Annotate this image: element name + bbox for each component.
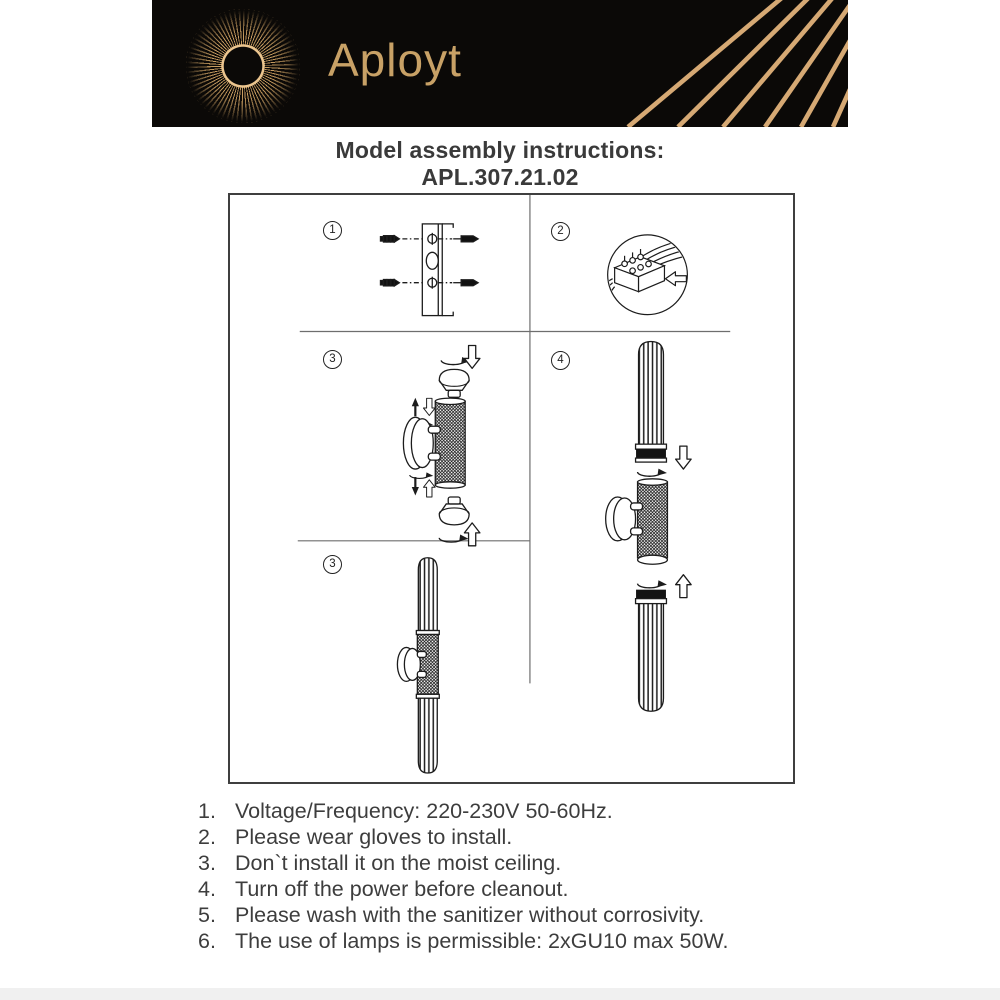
instruction-item [198, 825, 858, 851]
assembly-diagram-art [230, 195, 793, 782]
bulb-and-body-installation-diagram [403, 345, 480, 545]
instruction-text: The use of lamps is permissible: 2xGU10 max 50W. [235, 928, 729, 953]
step-badge-3: 3 [323, 350, 342, 369]
instruction-item [198, 799, 858, 825]
instruction-number: 5. [198, 902, 216, 927]
step-badge-4: 4 [551, 351, 570, 370]
page-title: Model assembly instructions: [335, 137, 665, 163]
instruction-item [198, 929, 858, 955]
assembled-lamp-diagram [397, 558, 439, 773]
instruction-text: Voltage/Frequency: 220-230V 50-60Hz. [235, 799, 613, 823]
step-badge-1: 1 [323, 221, 342, 240]
instruction-text: Please wash with the sanitizer without corrosivity. [235, 902, 705, 927]
instruction-text: Don`t install it on the moist ceiling. [235, 850, 562, 875]
step-badge-2: 2 [551, 222, 570, 241]
glass-tube-attachment-diagram [606, 342, 691, 712]
step-badge-5: 3 [323, 555, 342, 574]
instruction-number: 3. [198, 850, 216, 875]
wall-bracket-with-screws-diagram [380, 224, 478, 316]
terminal-block-wiring-diagram [592, 235, 697, 315]
instruction-text: Turn off the power before cleanout. [235, 876, 569, 901]
instruction-item [198, 903, 858, 929]
instruction-list [198, 799, 858, 954]
model-number: APL.307.21.02 [421, 164, 579, 190]
brand-banner [152, 0, 848, 127]
instruction-item [198, 877, 858, 903]
instruction-number: 1. [198, 799, 216, 823]
instruction-number: 4. [198, 876, 216, 901]
brand-logo-text: Aployt [328, 34, 462, 86]
sunburst-icon [186, 9, 300, 123]
instruction-number: 6. [198, 928, 216, 953]
instruction-text: Please wear gloves to install. [235, 824, 513, 849]
instruction-item [198, 851, 858, 877]
assembly-diagram [228, 193, 795, 784]
page-bottom-edge [0, 988, 1000, 1000]
corner-rays-icon [528, 0, 848, 127]
instruction-number: 2. [198, 824, 216, 849]
